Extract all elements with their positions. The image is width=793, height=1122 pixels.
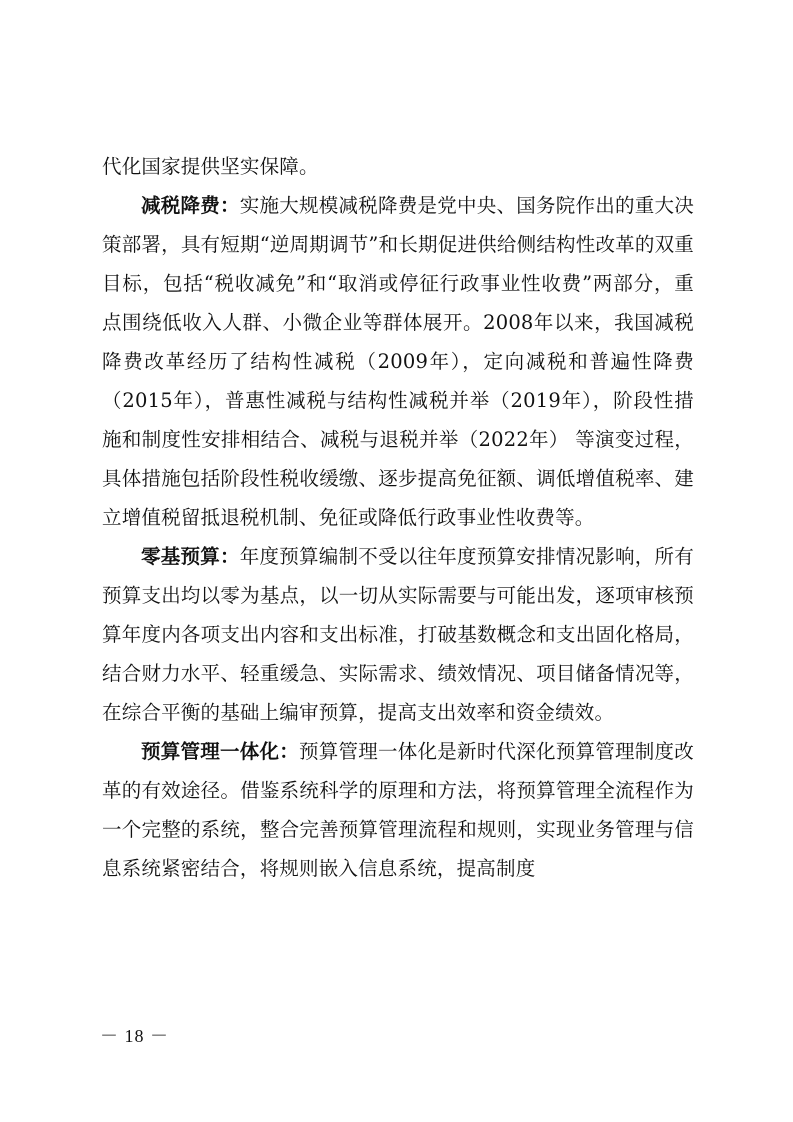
paragraph-zero-based-budget bbox=[102, 537, 694, 732]
body-text bbox=[102, 147, 694, 888]
paragraph-tax-fee-reduction bbox=[102, 186, 694, 537]
paragraph-text: 代化国家提供坚实保障。 bbox=[102, 155, 319, 178]
paragraph-continuation bbox=[102, 147, 694, 186]
term-heading: 零基预算： bbox=[141, 545, 240, 568]
term-heading: 预算管理一体化： bbox=[141, 740, 300, 763]
paragraph-text: 年度预算编制不受以往年度预算安排情况影响，所有预算支出均以零为基点，以一切从实际需要与可能出发，逐项审核预算年度内各项支出内容和支出标准，打破基数概念和支出固化格局，结合财力水平、轻重缓急、实际需求、绩效情况、项目储备情况等，在综合平衡的基础上编审预算，提高支出效率和资金绩效。 bbox=[102, 545, 694, 724]
paragraph-text: 实施大规模减税降费是党中央、国务院作出的重大决策部署，具有短期“逆周期调节”和长期促进供给侧结构性改革的双重目标，包括“税收减免”和“取消或停征行政事业性收费”两部分，重点围绕低收入人群、小微企业等群体展开。2008年以来，我国减税降费改革经历了结构性减税（2009年），定向减税和普遍性降费（2015年），普惠性减税与结构性减税并举（2019年），阶段性措施和制度性安排相结合、减税与退税并举（2022年） 等演变过程，具体措施包括阶段性税收缓缴、逐步提高免征额、调低增值税率、建立增值税留抵退税机制、免征或降低行政事业性收费等。 bbox=[102, 194, 694, 529]
page-number: － 18 － bbox=[100, 1026, 169, 1046]
paragraph-text: 预算管理一体化是新时代深化预算管理制度改革的有效途径。借鉴系统科学的原理和方法，将预算管理全流程作为一个完整的系统，整合完善预算管理流程和规则，实现业务管理与信息系统紧密结合，将规则嵌入信息系统，提高制度 bbox=[102, 740, 694, 880]
paragraph-budget-integration bbox=[102, 732, 694, 888]
term-heading: 减税降费： bbox=[141, 194, 240, 217]
